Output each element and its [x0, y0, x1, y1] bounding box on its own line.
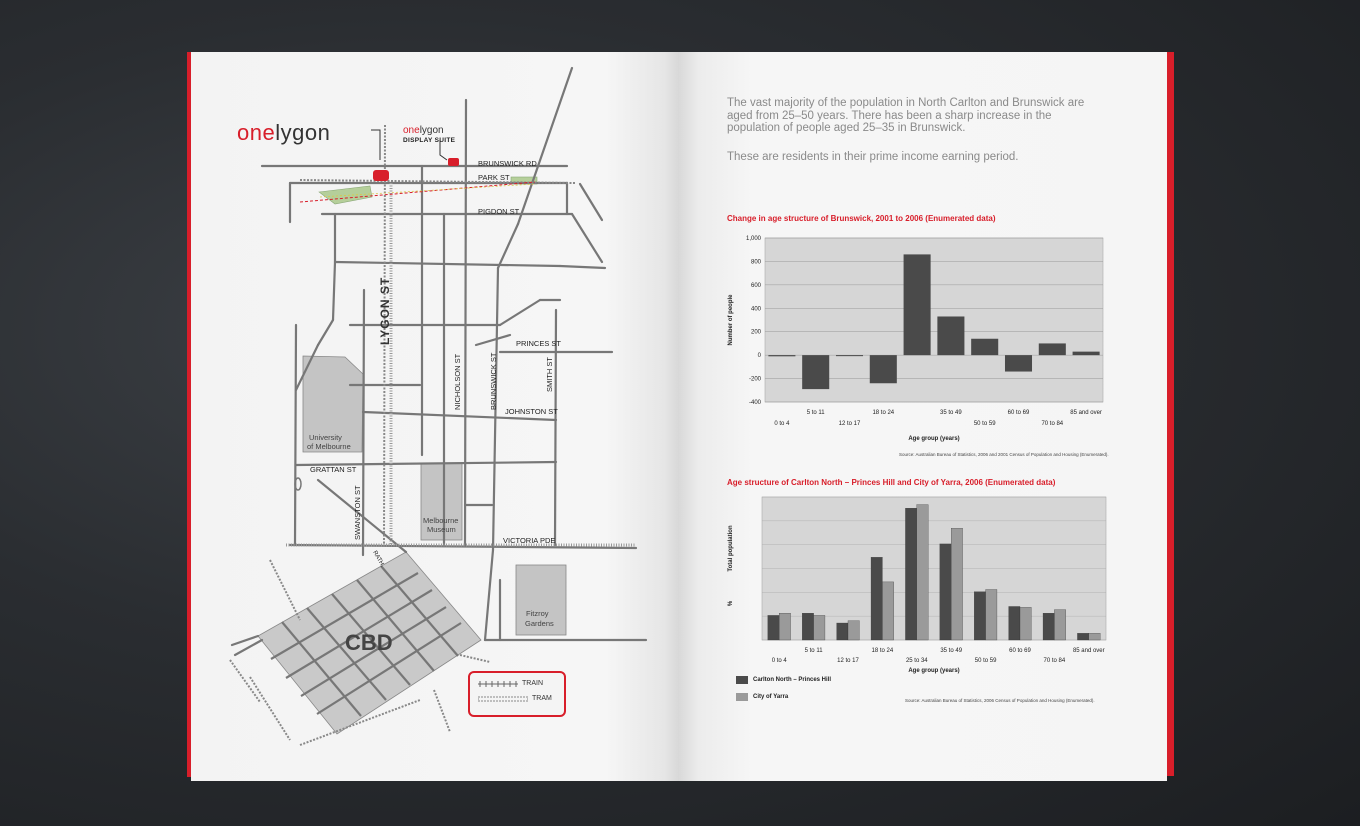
chart2-xtick-label: 35 to 49 [940, 648, 963, 654]
chart2-bar-s1-70-to-84 [1054, 610, 1065, 640]
train-line-icon [478, 681, 518, 687]
intro-paragraph: The vast majority of the population in North Carlton and Brunswick are aged from 25–50 years. There has been a sharp increase in the population of people aged 25–35 in Brunswick. [727, 97, 1085, 134]
chart2-y-axis-unit: % [728, 600, 734, 607]
legend-swatch-dark [736, 676, 748, 684]
label-park-st: PARK ST [478, 173, 510, 182]
label-swanston-st: SWANSTON ST [353, 485, 362, 540]
chart1-xtick-label: 18 to 24 [872, 410, 895, 416]
location-map [191, 52, 679, 781]
chart2-xtick-label: 85 and over [1072, 648, 1105, 654]
label-brunswick-st: BRUNSWICK ST [489, 352, 498, 410]
chart1-bar-25-to-34 [904, 254, 931, 355]
map-legend [468, 671, 566, 717]
label-lygon-st: LYGON ST [378, 276, 392, 345]
chart2-bar-s0-18-to-24 [871, 557, 882, 640]
chart1-xtick-label: 85 and over [1070, 410, 1102, 416]
chart2-xtick-label: 5 to 11 [804, 648, 823, 654]
chart2-xtick-label: 0 to 4 [771, 658, 787, 664]
label-cbd: CBD [345, 630, 393, 655]
legend-train: TRAIN [478, 680, 543, 687]
chart2-bar-s1-60-to-69 [1020, 607, 1031, 640]
chart1-brunswick-change [720, 230, 1110, 445]
label-johnston-st: JOHNSTON ST [505, 407, 558, 416]
chart1-bar-85-and-over [1073, 352, 1100, 356]
chart2-legend-yarra: City of Yarra [736, 693, 788, 701]
label-rathdowne: RATH. [371, 550, 386, 569]
chart2-xtick-label: 12 to 17 [837, 658, 859, 664]
chart2-bar-s0-25-to-34 [905, 508, 916, 640]
chart2-bar-s1-50-to-59 [986, 590, 997, 640]
chart1-ytick-label: 400 [750, 306, 761, 313]
label-fitzroy-2: Gardens [525, 619, 554, 628]
onelygon-logo: onelygon [237, 120, 331, 145]
chart1-xtick-label: 0 to 4 [774, 421, 790, 427]
chart2-xtick-label: 60 to 69 [1009, 648, 1031, 654]
label-pigdon-st: PIGDON ST [478, 207, 520, 216]
chart1-ytick-label: 200 [750, 329, 761, 336]
chart2-bar-s0-5-to-11 [802, 613, 813, 640]
chart2-xtick-label: 70 to 84 [1043, 658, 1066, 664]
chart2-bar-s1-0-to-4 [779, 613, 790, 640]
chart1-y-axis-label: Number of people [728, 294, 734, 346]
chart1-xtick-label: 35 to 49 [940, 410, 962, 416]
chart2-age-structure [720, 492, 1110, 677]
onelygon-display-logo: onelygon [403, 125, 444, 136]
chart1-bar-0-to-4 [768, 355, 795, 356]
chart2-bar-s0-12-to-17 [837, 623, 848, 640]
chart1-bar-18-to-24 [870, 355, 897, 383]
chart1-source: Source: Australian Bureau of Statistics, 2006 and 2001 Census of Population and Housing (Enumerated). [899, 452, 1109, 457]
label-smith-st: SMITH ST [545, 357, 554, 392]
chart1-ytick-label: -200 [748, 376, 761, 383]
legend-tram: TRAM [478, 695, 552, 702]
chart1-xtick-label: 12 to 17 [838, 421, 861, 427]
label-museum-1: Melbourne [423, 516, 459, 525]
label-university-1: University [309, 433, 342, 442]
chart1-bar-60-to-69 [1005, 355, 1032, 371]
chart1-ytick-label: 1,000 [745, 236, 761, 242]
chart2-bar-s1-5-to-11 [814, 615, 825, 640]
chart1-ytick-label: 0 [757, 353, 761, 360]
chart1-xtick-label: 50 to 59 [973, 421, 996, 427]
label-princes-st: PRINCES ST [516, 339, 562, 348]
chart1-xtick-label: 70 to 84 [1041, 421, 1064, 427]
chart1-ytick-label: 800 [750, 259, 761, 266]
label-grattan-st: GRATTAN ST [310, 465, 357, 474]
chart1-title: Change in age structure of Brunswick, 2001 to 2006 (Enumerated data) [727, 214, 996, 223]
chart2-bar-s0-50-to-59 [974, 592, 985, 640]
chart2-source: Source: Australian Bureau of Statistics, 2006 Census of Population and Housing (Enumerated). [905, 698, 1095, 703]
chart2-bar-s0-70-to-84 [1043, 613, 1054, 640]
chart2-xtick-label: 25 to 34 [905, 658, 928, 664]
book-cover-edge-right [1166, 52, 1174, 776]
chart2-bar-s1-18-to-24 [882, 582, 893, 640]
chart2-y-axis-label: Total population [728, 525, 734, 572]
chart1-ytick-label: 600 [750, 282, 761, 289]
label-university-2: of Melbourne [307, 442, 351, 451]
intro-paragraph-2: These are residents in their prime income earning period. [727, 151, 1019, 163]
chart2-xtick-label: 50 to 59 [974, 658, 997, 664]
label-nicholson-st: NICHOLSON ST [453, 353, 462, 410]
chart1-xtick-label: 60 to 69 [1007, 410, 1030, 416]
label-museum-2: Museum [427, 525, 456, 534]
display-suite-marker [448, 158, 459, 166]
legend-swatch-light [736, 693, 748, 701]
chart1-bar-12-to-17 [836, 355, 863, 356]
chart1-bar-35-to-49 [937, 316, 964, 355]
chart2-x-axis-label: Age group (years) [908, 668, 960, 674]
chart2-bar-s0-35-to-49 [940, 544, 951, 640]
chart2-bar-s0-85-and-over [1077, 633, 1088, 640]
chart1-bar-50-to-59 [971, 339, 998, 355]
chart2-bar-s0-60-to-69 [1009, 606, 1020, 640]
chart1-ytick-label: -400 [748, 400, 761, 406]
tram-line-icon [478, 696, 528, 702]
chart1-bar-70-to-84 [1039, 343, 1066, 355]
chart2-bar-s1-85-and-over [1089, 633, 1100, 640]
chart2-bar-s1-25-to-34 [917, 505, 928, 640]
label-victoria-pde: VICTORIA PDE [503, 536, 556, 545]
display-suite-label: DISPLAY SUITE [403, 137, 456, 144]
chart1-bar-5-to-11 [802, 355, 829, 389]
chart1-x-axis-label: Age group (years) [908, 436, 960, 442]
chart2-bar-s1-12-to-17 [848, 621, 859, 640]
chart2-bar-s1-35-to-49 [951, 528, 962, 640]
chart2-bar-s0-0-to-4 [768, 615, 779, 640]
label-fitzroy-1: Fitzroy [526, 609, 549, 618]
chart1-xtick-label: 5 to 11 [806, 410, 825, 416]
chart2-title: Age structure of Carlton North – Princes Hill and City of Yarra, 2006 (Enumerated data) [727, 478, 1056, 487]
label-brunswick-rd: BRUNSWICK RD [478, 159, 537, 168]
chart2-legend-carlton: Carlton North – Princes Hill [736, 676, 831, 684]
chart2-xtick-label: 18 to 24 [871, 648, 894, 654]
onelygon-marker [373, 170, 389, 181]
